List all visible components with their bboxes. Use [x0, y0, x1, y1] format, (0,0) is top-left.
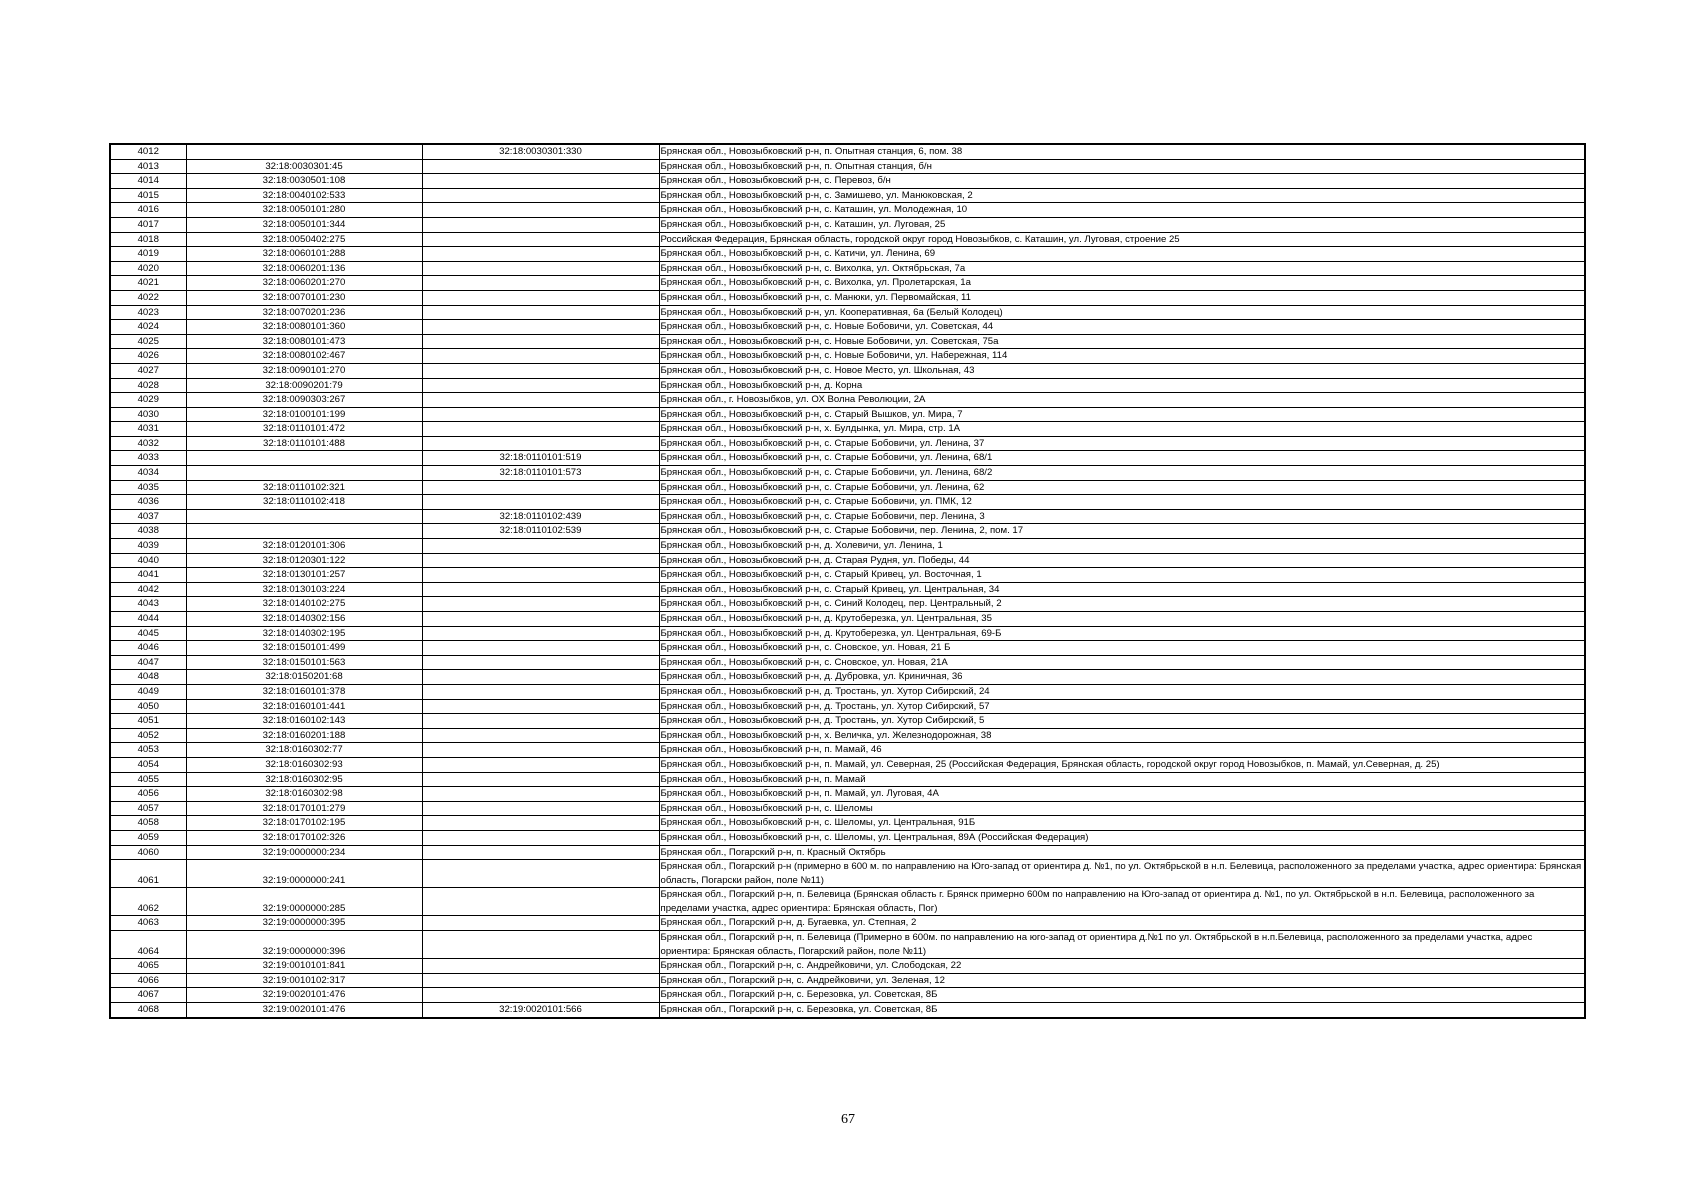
row-number-cell: 4066 [110, 973, 186, 988]
table-row [110, 480, 1585, 495]
related-cadastral-number-cell [422, 684, 659, 699]
address-cell: Брянская обл., Новозыбковский р-н, с. Старые Бобовичи, пер. Ленина, 3 [659, 509, 1585, 524]
address-cell: Брянская обл., Погарский р-н, п. Белевица (Примерно в 600м. по направлению на юго-запад от ориентира д.№1 по ул. Октябрьской в н.п.Белевица, расположенного за пределами участка, адрес ориентира: Брянская область, Погарский район, поле №11) [659, 931, 1585, 959]
cadastral-number-cell: 32:19:0000000:234 [186, 845, 422, 860]
related-cadastral-number-cell [422, 830, 659, 845]
table-row [110, 641, 1585, 656]
row-number-cell: 4026 [110, 349, 186, 364]
registry-table [109, 143, 1586, 1019]
address-cell: Брянская обл., г. Новозыбков, ул. ОХ Волна Революции, 2А [659, 393, 1585, 408]
address-cell: Брянская обл., Новозыбковский р-н, с. Старые Бобовичи, ул. ПМК, 12 [659, 495, 1585, 510]
related-cadastral-number-cell [422, 203, 659, 218]
address-cell: Брянская обл., Новозыбковский р-н, с. Вихолка, ул. Пролетарская, 1а [659, 276, 1585, 291]
table-row [110, 743, 1585, 758]
address-cell: Брянская обл., Новозыбковский р-н, с. Новые Бобовичи, ул. Советская, 44 [659, 320, 1585, 335]
cadastral-number-cell: 32:19:0010102:317 [186, 973, 422, 988]
related-cadastral-number-cell [422, 349, 659, 364]
address-cell: Брянская обл., Новозыбковский р-н, с. Старые Бобовичи, ул. Ленина, 62 [659, 480, 1585, 495]
cadastral-number-cell: 32:18:0080101:473 [186, 334, 422, 349]
table-body [110, 144, 1585, 1018]
cadastral-number-cell: 32:18:0110102:321 [186, 480, 422, 495]
related-cadastral-number-cell [422, 217, 659, 232]
row-number-cell: 4013 [110, 159, 186, 174]
row-number-cell: 4021 [110, 276, 186, 291]
row-number-cell: 4040 [110, 553, 186, 568]
row-number-cell: 4012 [110, 144, 186, 159]
address-cell: Брянская обл., Новозыбковский р-н, х. Величка, ул. Железнодорожная, 38 [659, 728, 1585, 743]
cadastral-number-cell: 32:18:0060201:270 [186, 276, 422, 291]
cadastral-number-cell: 32:19:0010101:841 [186, 959, 422, 974]
table-row [110, 188, 1585, 203]
address-cell: Брянская обл., Новозыбковский р-н, с. Старый Кривец, ул. Центральная, 34 [659, 582, 1585, 597]
table-row [110, 626, 1585, 641]
row-number-cell: 4035 [110, 480, 186, 495]
table-row [110, 203, 1585, 218]
table-row [110, 597, 1585, 612]
address-cell: Брянская обл., Новозыбковский р-н, д. Крутоберезка, ул. Центральная, 69-Б [659, 626, 1585, 641]
cadastral-number-cell: 32:18:0090101:270 [186, 363, 422, 378]
cadastral-number-cell: 32:18:0130101:257 [186, 568, 422, 583]
table-row [110, 320, 1585, 335]
row-number-cell: 4057 [110, 801, 186, 816]
row-number-cell: 4051 [110, 714, 186, 729]
cadastral-number-cell: 32:18:0030501:108 [186, 174, 422, 189]
address-cell: Брянская обл., Новозыбковский р-н, с. Сновское, ул. Новая, 21 Б [659, 641, 1585, 656]
cadastral-number-cell: 32:18:0160302:93 [186, 757, 422, 772]
row-number-cell: 4052 [110, 728, 186, 743]
table-row [110, 247, 1585, 262]
address-cell: Брянская обл., Новозыбковский р-н, с. Старые Бобовичи, ул. Ленина, 37 [659, 436, 1585, 451]
cadastral-number-cell: 32:18:0090201:79 [186, 378, 422, 393]
table-row [110, 363, 1585, 378]
cadastral-number-cell: 32:18:0120301:122 [186, 553, 422, 568]
related-cadastral-number-cell [422, 334, 659, 349]
address-cell: Брянская обл., Новозыбковский р-н, с. Катичи, ул. Ленина, 69 [659, 247, 1585, 262]
cadastral-number-cell: 32:18:0050101:344 [186, 217, 422, 232]
row-number-cell: 4019 [110, 247, 186, 262]
table-row [110, 290, 1585, 305]
table-row [110, 466, 1585, 481]
related-cadastral-number-cell [422, 973, 659, 988]
table-row [110, 407, 1585, 422]
row-number-cell: 4039 [110, 539, 186, 554]
address-cell: Брянская обл., Новозыбковский р-н, с. Замишево, ул. Манюковская, 2 [659, 188, 1585, 203]
row-number-cell: 4056 [110, 787, 186, 802]
table-row [110, 568, 1585, 583]
address-cell: Брянская обл., Новозыбковский р-н, п. Опытная станция, б/н [659, 159, 1585, 174]
address-cell: Брянская обл., Новозыбковский р-н, с. Вихолка, ул. Октябрьская, 7а [659, 261, 1585, 276]
related-cadastral-number-cell [422, 728, 659, 743]
related-cadastral-number-cell [422, 959, 659, 974]
row-number-cell: 4038 [110, 524, 186, 539]
cadastral-number-cell: 32:18:0170101:279 [186, 801, 422, 816]
address-cell: Брянская обл., Новозыбковский р-н, п. Опытная станция, 6, пом. 38 [659, 144, 1585, 159]
row-number-cell: 4061 [110, 860, 186, 888]
table-row [110, 495, 1585, 510]
related-cadastral-number-cell [422, 845, 659, 860]
cadastral-number-cell: 32:18:0160302:98 [186, 787, 422, 802]
table-row [110, 787, 1585, 802]
cadastral-number-cell: 32:18:0100101:199 [186, 407, 422, 422]
related-cadastral-number-cell: 32:18:0110101:519 [422, 451, 659, 466]
address-cell: Брянская обл., Новозыбковский р-н, х. Булдынка, ул. Мира, стр. 1А [659, 422, 1585, 437]
address-cell: Брянская обл., Новозыбковский р-н, д. Старая Рудня, ул. Победы, 44 [659, 553, 1585, 568]
related-cadastral-number-cell [422, 670, 659, 685]
address-cell: Брянская обл., Новозыбковский р-н, с. Старые Бобовичи, ул. Ленина, 68/1 [659, 451, 1585, 466]
related-cadastral-number-cell [422, 916, 659, 931]
address-cell: Брянская обл., Новозыбковский р-н, с. Старый Кривец, ул. Восточная, 1 [659, 568, 1585, 583]
related-cadastral-number-cell [422, 363, 659, 378]
address-cell: Брянская обл., Новозыбковский р-н, д. Тростань, ул. Хутор Сибирский, 5 [659, 714, 1585, 729]
related-cadastral-number-cell [422, 320, 659, 335]
cadastral-number-cell: 32:18:0160302:95 [186, 772, 422, 787]
cadastral-number-cell: 32:18:0050402:275 [186, 232, 422, 247]
table-row [110, 451, 1585, 466]
row-number-cell: 4044 [110, 612, 186, 627]
table-row [110, 378, 1585, 393]
cadastral-number-cell: 32:18:0120101:306 [186, 539, 422, 554]
row-number-cell: 4014 [110, 174, 186, 189]
address-cell: Брянская обл., Новозыбковский р-н, с. Шеломы, ул. Центральная, 91Б [659, 816, 1585, 831]
related-cadastral-number-cell [422, 261, 659, 276]
cadastral-number-cell: 32:19:0020101:476 [186, 1003, 422, 1018]
page-number: 67 [841, 1112, 855, 1127]
row-number-cell: 4045 [110, 626, 186, 641]
table-row [110, 757, 1585, 772]
address-cell: Брянская обл., Новозыбковский р-н, с. Манюки, ул. Первомайская, 11 [659, 290, 1585, 305]
related-cadastral-number-cell [422, 801, 659, 816]
row-number-cell: 4027 [110, 363, 186, 378]
cadastral-number-cell: 32:18:0110101:472 [186, 422, 422, 437]
table-row [110, 305, 1585, 320]
cadastral-number-cell: 32:19:0000000:395 [186, 916, 422, 931]
row-number-cell: 4067 [110, 988, 186, 1003]
related-cadastral-number-cell [422, 641, 659, 656]
cadastral-number-cell: 32:19:0000000:396 [186, 931, 422, 959]
cadastral-number-cell: 32:18:0150201:68 [186, 670, 422, 685]
table-row [110, 714, 1585, 729]
cadastral-number-cell: 32:18:0050101:280 [186, 203, 422, 218]
table-row [110, 888, 1585, 916]
address-cell: Брянская обл., Новозыбковский р-н, с. Перевоз, б/н [659, 174, 1585, 189]
table-row [110, 509, 1585, 524]
cadastral-number-cell: 32:18:0170102:195 [186, 816, 422, 831]
row-number-cell: 4034 [110, 466, 186, 481]
address-cell: Брянская обл., Новозыбковский р-н, п. Мамай, ул. Луговая, 4А [659, 787, 1585, 802]
related-cadastral-number-cell [422, 888, 659, 916]
address-cell: Брянская обл., Новозыбковский р-н, п. Мамай, ул. Северная, 25 (Российская Федерация, Брянская область, городской округ город Новозыбков, п. Мамай, ул.Северная, д. 25) [659, 757, 1585, 772]
table-row [110, 988, 1585, 1003]
cadastral-number-cell: 32:18:0160101:441 [186, 699, 422, 714]
row-number-cell: 4055 [110, 772, 186, 787]
related-cadastral-number-cell [422, 757, 659, 772]
row-number-cell: 4018 [110, 232, 186, 247]
address-cell: Брянская обл., Погарский р-н, с. Березовка, ул. Советская, 8Б [659, 988, 1585, 1003]
table-row [110, 916, 1585, 931]
row-number-cell: 4048 [110, 670, 186, 685]
related-cadastral-number-cell: 32:19:0020101:566 [422, 1003, 659, 1018]
table-row [110, 582, 1585, 597]
related-cadastral-number-cell [422, 393, 659, 408]
table-row [110, 349, 1585, 364]
related-cadastral-number-cell [422, 553, 659, 568]
table-row [110, 1003, 1585, 1018]
row-number-cell: 4029 [110, 393, 186, 408]
address-cell: Брянская обл., Погарский р-н (примерно в 600 м. по направлению на Юго-запад от ориентира д. №1, по ул. Октябрьской в н.п. Белевица, расположенного за пределами участка, адрес ориентира: Брянская область, Погарски район, поле №11) [659, 860, 1585, 888]
cadastral-number-cell: 32:18:0160102:143 [186, 714, 422, 729]
cadastral-number-cell: 32:19:0020101:476 [186, 988, 422, 1003]
related-cadastral-number-cell [422, 436, 659, 451]
table-row [110, 436, 1585, 451]
address-cell: Брянская обл., Новозыбковский р-н, д. Тростань, ул. Хутор Сибирский, 57 [659, 699, 1585, 714]
table-row [110, 699, 1585, 714]
row-number-cell: 4017 [110, 217, 186, 232]
related-cadastral-number-cell [422, 247, 659, 262]
table-row [110, 670, 1585, 685]
related-cadastral-number-cell [422, 495, 659, 510]
related-cadastral-number-cell [422, 597, 659, 612]
row-number-cell: 4031 [110, 422, 186, 437]
table-row [110, 728, 1585, 743]
table-row [110, 684, 1585, 699]
cadastral-number-cell: 32:18:0080101:360 [186, 320, 422, 335]
address-cell: Российская Федерация, Брянская область, городской округ город Новозыбков, с. Каташин, ул. Луговая, строение 25 [659, 232, 1585, 247]
table-row [110, 524, 1585, 539]
table-row [110, 931, 1585, 959]
related-cadastral-number-cell [422, 290, 659, 305]
related-cadastral-number-cell [422, 407, 659, 422]
address-cell: Брянская обл., Новозыбковский р-н, д. Крутоберезка, ул. Центральная, 35 [659, 612, 1585, 627]
cadastral-number-cell: 32:18:0140302:195 [186, 626, 422, 641]
cadastral-number-cell: 32:18:0140302:156 [186, 612, 422, 627]
related-cadastral-number-cell [422, 480, 659, 495]
address-cell: Брянская обл., Новозыбковский р-н, с. Старый Вышков, ул. Мира, 7 [659, 407, 1585, 422]
related-cadastral-number-cell [422, 860, 659, 888]
cadastral-number-cell [186, 524, 422, 539]
row-number-cell: 4041 [110, 568, 186, 583]
related-cadastral-number-cell [422, 612, 659, 627]
table-row [110, 959, 1585, 974]
table-row [110, 159, 1585, 174]
row-number-cell: 4020 [110, 261, 186, 276]
row-number-cell: 4053 [110, 743, 186, 758]
related-cadastral-number-cell [422, 305, 659, 320]
row-number-cell: 4047 [110, 655, 186, 670]
address-cell: Брянская обл., Новозыбковский р-н, с. Каташин, ул. Молодежная, 10 [659, 203, 1585, 218]
table-row [110, 393, 1585, 408]
related-cadastral-number-cell [422, 539, 659, 554]
related-cadastral-number-cell [422, 655, 659, 670]
cadastral-number-cell: 32:18:0170102:326 [186, 830, 422, 845]
address-cell: Брянская обл., Погарский р-н, с. Андрейковичи, ул. Зеленая, 12 [659, 973, 1585, 988]
cadastral-number-cell: 32:18:0060101:288 [186, 247, 422, 262]
row-number-cell: 4022 [110, 290, 186, 305]
table-row [110, 144, 1585, 159]
related-cadastral-number-cell [422, 422, 659, 437]
address-cell: Брянская обл., Новозыбковский р-н, с. Шеломы [659, 801, 1585, 816]
cadastral-number-cell: 32:18:0110102:418 [186, 495, 422, 510]
related-cadastral-number-cell [422, 988, 659, 1003]
table-row [110, 334, 1585, 349]
row-number-cell: 4043 [110, 597, 186, 612]
cadastral-number-cell: 32:18:0090303:267 [186, 393, 422, 408]
cadastral-number-cell: 32:18:0080102:467 [186, 349, 422, 364]
table-row [110, 845, 1585, 860]
address-cell: Брянская обл., Новозыбковский р-н, с. Новые Бобовичи, ул. Советская, 75а [659, 334, 1585, 349]
row-number-cell: 4065 [110, 959, 186, 974]
row-number-cell: 4032 [110, 436, 186, 451]
address-cell: Брянская обл., Новозыбковский р-н, с. Синий Колодец, пер. Центральный, 2 [659, 597, 1585, 612]
related-cadastral-number-cell [422, 772, 659, 787]
cadastral-number-cell [186, 144, 422, 159]
related-cadastral-number-cell [422, 159, 659, 174]
row-number-cell: 4028 [110, 378, 186, 393]
row-number-cell: 4015 [110, 188, 186, 203]
address-cell: Брянская обл., Новозыбковский р-н, с. Новое Место, ул. Школьная, 43 [659, 363, 1585, 378]
row-number-cell: 4025 [110, 334, 186, 349]
row-number-cell: 4036 [110, 495, 186, 510]
row-number-cell: 4063 [110, 916, 186, 931]
cadastral-number-cell: 32:18:0060201:136 [186, 261, 422, 276]
row-number-cell: 4059 [110, 830, 186, 845]
address-cell: Брянская обл., Новозыбковский р-н, д. Тростань, ул. Хутор Сибирский, 24 [659, 684, 1585, 699]
cadastral-number-cell: 32:18:0040102:533 [186, 188, 422, 203]
address-cell: Брянская обл., Новозыбковский р-н, с. Шеломы, ул. Центральная, 89А (Российская Федерация) [659, 830, 1585, 845]
cadastral-number-cell [186, 509, 422, 524]
cadastral-number-cell: 32:19:0000000:241 [186, 860, 422, 888]
cadastral-number-cell: 32:19:0000000:285 [186, 888, 422, 916]
row-number-cell: 4068 [110, 1003, 186, 1018]
table-row [110, 816, 1585, 831]
address-cell: Брянская обл., Новозыбковский р-н, д. Корна [659, 378, 1585, 393]
cadastral-number-cell: 32:18:0030301:45 [186, 159, 422, 174]
table-row [110, 655, 1585, 670]
related-cadastral-number-cell [422, 816, 659, 831]
related-cadastral-number-cell [422, 378, 659, 393]
address-cell: Брянская обл., Новозыбковский р-н, д. Дубровка, ул. Криничная, 36 [659, 670, 1585, 685]
table-row [110, 553, 1585, 568]
related-cadastral-number-cell [422, 174, 659, 189]
address-cell: Брянская обл., Погарский р-н, с. Андрейковичи, ул. Слободская, 22 [659, 959, 1585, 974]
related-cadastral-number-cell [422, 568, 659, 583]
cadastral-number-cell: 32:18:0160302:77 [186, 743, 422, 758]
table-row [110, 174, 1585, 189]
cadastral-number-cell: 32:18:0130103:224 [186, 582, 422, 597]
cadastral-number-cell: 32:18:0150101:563 [186, 655, 422, 670]
cadastral-number-cell: 32:18:0140102:275 [186, 597, 422, 612]
address-cell: Брянская обл., Погарский р-н, п. Красный Октябрь [659, 845, 1585, 860]
row-number-cell: 4050 [110, 699, 186, 714]
row-number-cell: 4054 [110, 757, 186, 772]
row-number-cell: 4033 [110, 451, 186, 466]
row-number-cell: 4023 [110, 305, 186, 320]
address-cell: Брянская обл., Погарский р-н, с. Березовка, ул. Советская, 8Б [659, 1003, 1585, 1018]
related-cadastral-number-cell: 32:18:0110101:573 [422, 466, 659, 481]
table-row [110, 973, 1585, 988]
row-number-cell: 4049 [110, 684, 186, 699]
related-cadastral-number-cell [422, 232, 659, 247]
table-row [110, 539, 1585, 554]
table-row [110, 860, 1585, 888]
cadastral-number-cell: 32:18:0160201:188 [186, 728, 422, 743]
address-cell: Брянская обл., Новозыбковский р-н, д. Холевичи, ул. Ленина, 1 [659, 539, 1585, 554]
related-cadastral-number-cell [422, 276, 659, 291]
address-cell: Брянская обл., Новозыбковский р-н, с. Старые Бобовичи, ул. Ленина, 68/2 [659, 466, 1585, 481]
row-number-cell: 4042 [110, 582, 186, 597]
address-cell: Брянская обл., Новозыбковский р-н, с. Сновское, ул. Новая, 21А [659, 655, 1585, 670]
cadastral-number-cell: 32:18:0160101:378 [186, 684, 422, 699]
related-cadastral-number-cell [422, 714, 659, 729]
related-cadastral-number-cell [422, 787, 659, 802]
row-number-cell: 4024 [110, 320, 186, 335]
address-cell: Брянская обл., Новозыбковский р-н, ул. Кооперативная, 6а (Белый Колодец) [659, 305, 1585, 320]
row-number-cell: 4062 [110, 888, 186, 916]
related-cadastral-number-cell [422, 582, 659, 597]
cadastral-number-cell [186, 466, 422, 481]
address-cell: Брянская обл., Новозыбковский р-н, с. Каташин, ул. Луговая, 25 [659, 217, 1585, 232]
cadastral-number-cell [186, 451, 422, 466]
table-row [110, 801, 1585, 816]
related-cadastral-number-cell: 32:18:0110102:539 [422, 524, 659, 539]
related-cadastral-number-cell: 32:18:0030301:330 [422, 144, 659, 159]
related-cadastral-number-cell [422, 188, 659, 203]
table-row [110, 276, 1585, 291]
related-cadastral-number-cell [422, 931, 659, 959]
cadastral-number-cell: 32:18:0110101:488 [186, 436, 422, 451]
address-cell: Брянская обл., Погарский р-н, п. Белевица (Брянская область г. Брянск примерно 600м по направлению на Юго-запад от ориентира д. №1, по ул. Октябрьской в н.п. Белевица, расположенного за пределами участка, адрес ориентира: Брянская область, Пог) [659, 888, 1585, 916]
address-cell: Брянская обл., Новозыбковский р-н, п. Мамай, 46 [659, 743, 1585, 758]
table-row [110, 232, 1585, 247]
table-row [110, 772, 1585, 787]
row-number-cell: 4030 [110, 407, 186, 422]
cadastral-number-cell: 32:18:0070201:236 [186, 305, 422, 320]
address-cell: Брянская обл., Новозыбковский р-н, с. Старые Бобовичи, пер. Ленина, 2, пом. 17 [659, 524, 1585, 539]
row-number-cell: 4016 [110, 203, 186, 218]
row-number-cell: 4037 [110, 509, 186, 524]
cadastral-number-cell: 32:18:0150101:499 [186, 641, 422, 656]
table-row [110, 830, 1585, 845]
related-cadastral-number-cell [422, 626, 659, 641]
related-cadastral-number-cell: 32:18:0110102:439 [422, 509, 659, 524]
row-number-cell: 4060 [110, 845, 186, 860]
table-row [110, 217, 1585, 232]
cadastral-number-cell: 32:18:0070101:230 [186, 290, 422, 305]
address-cell: Брянская обл., Новозыбковский р-н, с. Новые Бобовичи, ул. Набережная, 114 [659, 349, 1585, 364]
address-cell: Брянская обл., Новозыбковский р-н, п. Мамай [659, 772, 1585, 787]
related-cadastral-number-cell [422, 743, 659, 758]
table-row [110, 261, 1585, 276]
table-row [110, 612, 1585, 627]
related-cadastral-number-cell [422, 699, 659, 714]
row-number-cell: 4064 [110, 931, 186, 959]
row-number-cell: 4058 [110, 816, 186, 831]
row-number-cell: 4046 [110, 641, 186, 656]
table-row [110, 422, 1585, 437]
address-cell: Брянская обл., Погарский р-н, д. Бугаевка, ул. Степная, 2 [659, 916, 1585, 931]
